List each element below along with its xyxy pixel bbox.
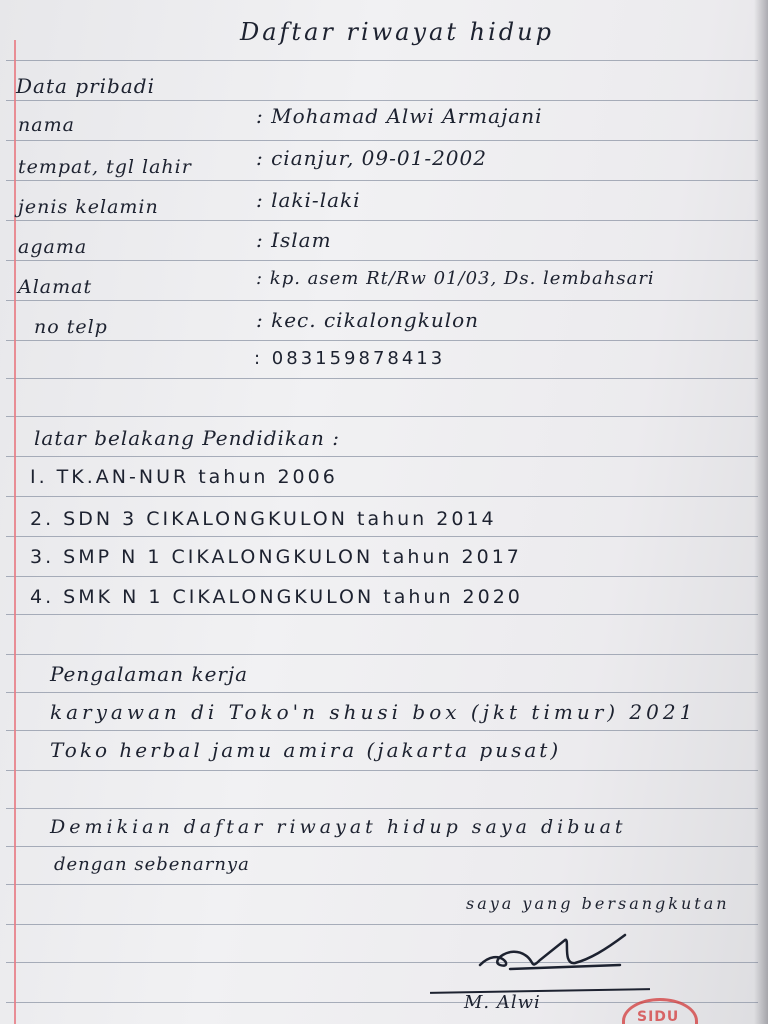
ruled-line <box>6 808 758 809</box>
ruled-line <box>6 692 758 693</box>
phone-number: : 083159878413 <box>254 348 446 369</box>
ruled-line <box>6 260 758 261</box>
margin-line <box>14 40 16 1024</box>
ruled-line <box>6 378 758 379</box>
ruled-line <box>6 536 758 537</box>
ruled-line <box>6 924 758 925</box>
ruled-line <box>6 340 758 341</box>
experience-heading: Pengalaman kerja <box>50 662 249 686</box>
personal-heading: Data pribadi <box>16 74 155 98</box>
personal-value: : Islam <box>256 228 332 252</box>
personal-value: : cianjur, 09-01-2002 <box>256 146 487 170</box>
signoff-text: saya yang bersangkutan <box>466 894 730 913</box>
ruled-line <box>6 100 758 101</box>
ruled-line <box>6 140 758 141</box>
personal-label: jenis kelamin <box>18 196 159 218</box>
education-heading: latar belakang Pendidikan : <box>34 426 340 450</box>
ruled-line <box>6 884 758 885</box>
signer-name: M. Alwi <box>464 992 541 1013</box>
ruled-line <box>6 846 758 847</box>
page-title: Daftar riwayat hidup <box>240 18 554 46</box>
education-item: 4. SMK N 1 CIKALONGKULON tahun 2020 <box>30 586 523 608</box>
ruled-line <box>6 60 758 61</box>
ruled-line <box>6 654 758 655</box>
personal-label: Alamat <box>18 276 93 298</box>
experience-item: Toko herbal jamu amira (jakarta pusat) <box>50 738 562 762</box>
ruled-line <box>6 770 758 771</box>
handwritten-signature <box>470 925 640 985</box>
ruled-line <box>6 730 758 731</box>
stamp-text: SIDU <box>637 1009 680 1024</box>
ruled-line <box>6 496 758 497</box>
closing-statement: Demikian daftar riwayat hidup saya dibuat <box>50 816 627 838</box>
education-item: 2. SDN 3 CIKALONGKULON tahun 2014 <box>30 508 497 530</box>
ruled-line <box>6 416 758 417</box>
personal-value: : Mohamad Alwi Armajani <box>256 104 543 128</box>
personal-value: : laki-laki <box>256 188 361 212</box>
ruled-line <box>6 180 758 181</box>
education-item: I. TK.AN-NUR tahun 2006 <box>30 466 338 488</box>
personal-label: nama <box>18 114 75 136</box>
personal-label: tempat, tgl lahir <box>18 156 192 178</box>
ruled-line <box>6 614 758 615</box>
personal-value: : kec. cikalongkulon <box>256 308 480 332</box>
personal-value: : kp. asem Rt/Rw 01/03, Ds. lembahsari <box>256 268 655 289</box>
ruled-line <box>6 456 758 457</box>
ruled-line <box>6 300 758 301</box>
ruled-line <box>6 962 758 963</box>
closing-statement-cont: dengan sebenarnya <box>54 854 250 875</box>
personal-label: agama <box>18 236 88 258</box>
ruled-line <box>6 576 758 577</box>
ruled-line <box>6 220 758 221</box>
experience-item: karyawan di Toko'n shusi box (jkt timur) 2021 <box>50 700 697 724</box>
personal-label: no telp <box>34 316 108 338</box>
education-item: 3. SMP N 1 CIKALONGKULON tahun 2017 <box>30 546 522 568</box>
page-edge-shadow <box>754 0 768 1024</box>
